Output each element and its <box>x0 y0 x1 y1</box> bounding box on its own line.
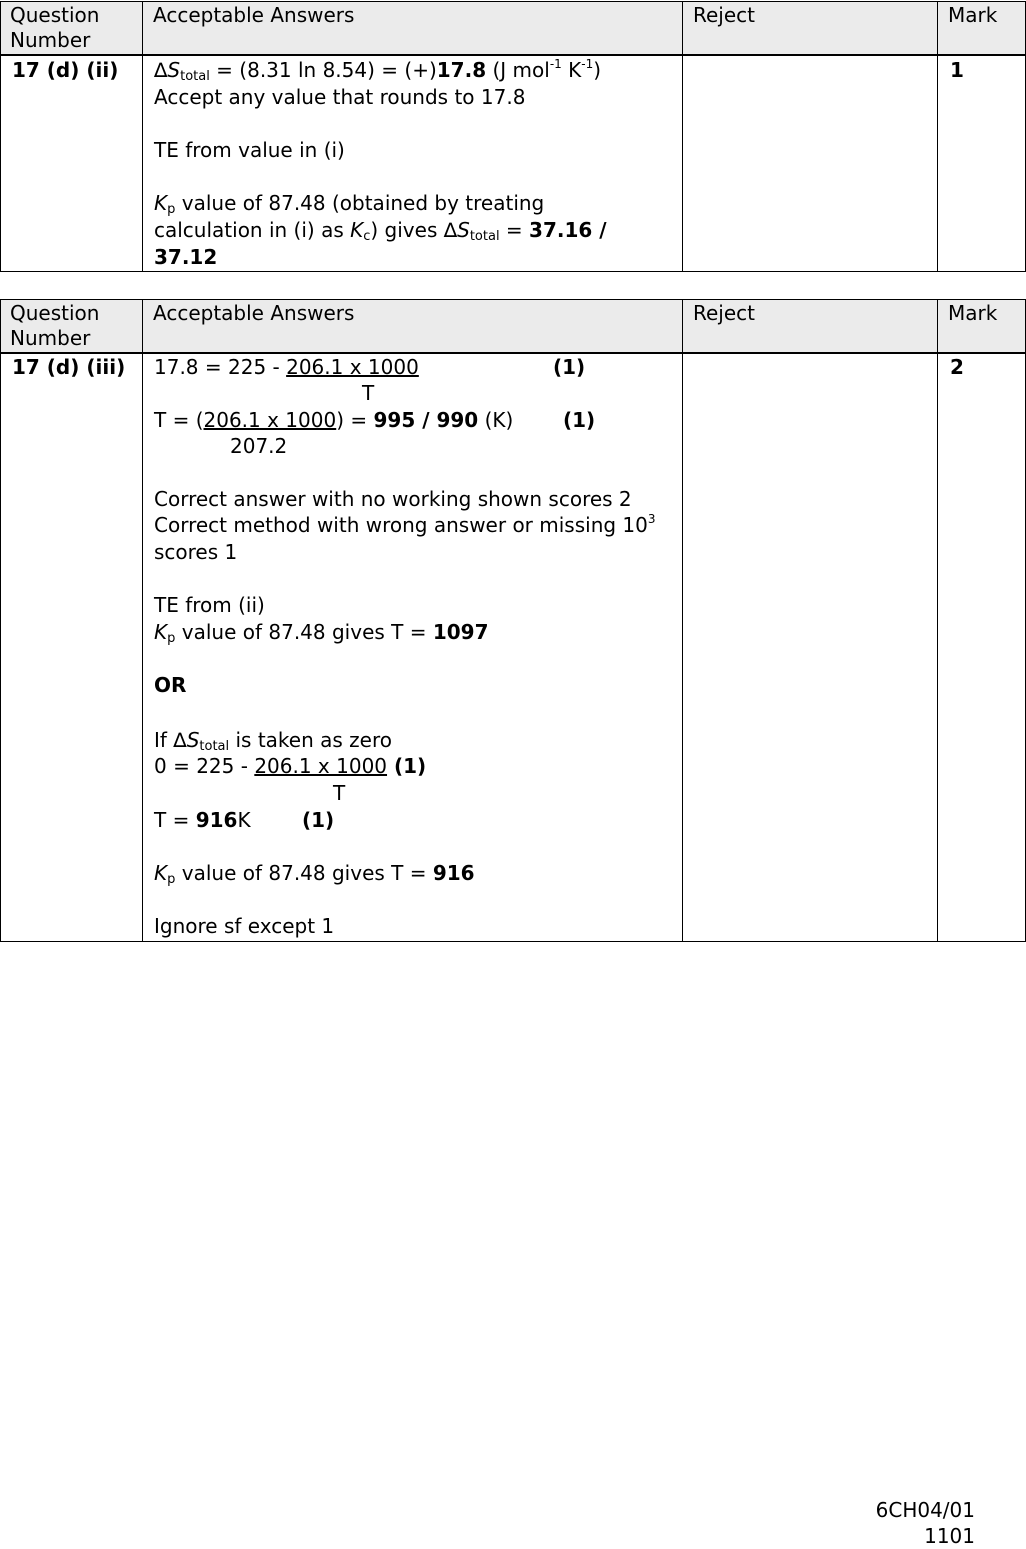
header-acceptable-answers: Acceptable Answers <box>153 3 355 27</box>
te-note: TE from (ii) <box>154 593 265 617</box>
page-footer <box>876 1497 975 1549</box>
equation-1: 17.8 = 225 - 206.1 x 1000 <box>154 355 419 379</box>
header-reject: Reject <box>693 3 756 27</box>
header-mark: Mark <box>948 301 998 325</box>
equation-2-mark: (1) <box>563 408 596 432</box>
equation-3-denominator: T <box>333 781 346 805</box>
table-border-bottom <box>0 941 1026 942</box>
or-label: OR <box>154 673 187 697</box>
kp-note-1: $K_p$ value of 87.48 gives T = 1097 <box>154 620 489 646</box>
table-border-top <box>0 299 1026 300</box>
equation-4: T = 916K <box>154 808 251 832</box>
equation-1-denominator: T <box>362 381 375 405</box>
mark-value: 2 <box>950 355 964 379</box>
equation-4-mark: (1) <box>302 808 335 832</box>
equation-3: 0 = 225 - 206.1 x 1000 (1) <box>154 754 427 778</box>
header-separator <box>0 352 1026 354</box>
answer-kp-note: $K_p$ value of 87.48 (obtained by treating <box>154 191 545 217</box>
paper-code: 6CH04/01 <box>875 1498 975 1522</box>
col-border-3 <box>937 299 938 942</box>
note-scores-1: scores 1 <box>154 540 238 564</box>
note-wrong-answer: Correct method with wrong answer or missing $10^3$ <box>154 512 656 537</box>
ignore-sf-note: Ignore sf except 1 <box>154 914 335 938</box>
mark-scheme-table-1 <box>0 1 1026 272</box>
page-number: 1101 <box>924 1524 975 1548</box>
col-border-2 <box>682 299 683 942</box>
equation-2-denominator: 207.2 <box>230 434 288 458</box>
table-border-top <box>0 1 1026 2</box>
col-border-left <box>0 1 1 272</box>
question-number: 17 (d) (ii) <box>12 58 119 82</box>
note-no-working: Correct answer with no working shown scores 2 <box>154 487 632 511</box>
header-acceptable-answers: Acceptable Answers <box>153 301 355 325</box>
mark-value: 1 <box>950 58 964 82</box>
answer-kp-calc: calculation in (i) as $K_c$) gives $\Delta S_{total} = 37.16$ / <box>154 218 607 244</box>
kp-note-2: $K_p$ value of 87.48 gives T = 916 <box>154 861 475 887</box>
header-question-number: Question Number <box>10 3 100 52</box>
header-separator <box>0 54 1026 56</box>
header-reject: Reject <box>693 301 756 325</box>
col-border-2 <box>682 1 683 272</box>
col-border-3 <box>937 1 938 272</box>
answer-accept-note: Accept any value that rounds to 17.8 <box>154 85 526 109</box>
header-mark: Mark <box>948 3 998 27</box>
table-border-bottom <box>0 271 1026 272</box>
equation-2: T = (206.1 x 1000) = 995 / 990 (K) <box>154 408 514 432</box>
answer-line-delta-s: $\Delta S_{total} = (8.31$ ln 8.54) = (+)17.8 (J mol$^{-1}$ $K^{-1}$) <box>154 57 602 84</box>
answer-kp-value: 37.12 <box>154 245 218 269</box>
equation-1-mark: (1) <box>553 355 586 379</box>
header-question-number: Question Number <box>10 301 100 350</box>
col-border-1 <box>142 299 143 942</box>
col-border-left <box>0 299 1 942</box>
answer-te-note: TE from value in (i) <box>154 138 345 162</box>
mark-scheme-table-2 <box>0 299 1026 942</box>
col-border-1 <box>142 1 143 272</box>
question-number: 17 (d) (iii) <box>12 355 126 379</box>
if-zero-note: If $\Delta S_{total}$ is taken as zero <box>154 728 392 754</box>
